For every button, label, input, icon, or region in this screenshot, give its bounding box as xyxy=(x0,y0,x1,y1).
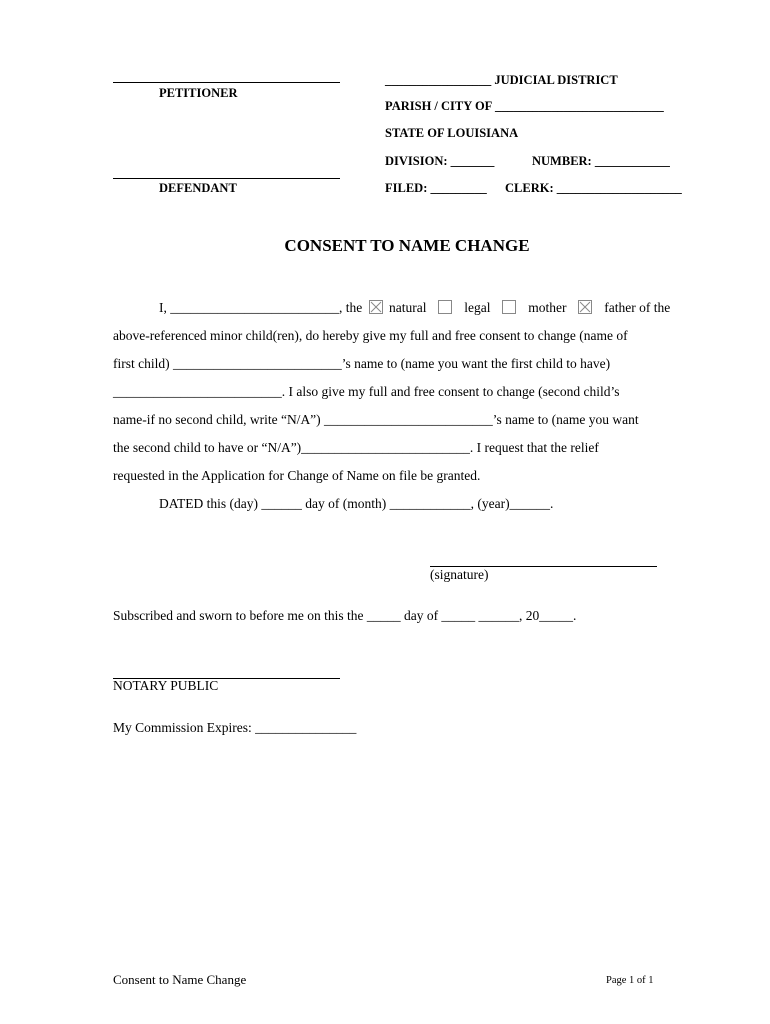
defendant-label: DEFENDANT xyxy=(159,181,237,195)
state-label: STATE OF LOUISIANA xyxy=(385,126,519,140)
body-line-7: requested in the Application for Change of Name on file be granted. xyxy=(113,468,481,483)
notary-label: NOTARY PUBLIC xyxy=(113,678,219,693)
mother-label: mother xyxy=(528,300,567,315)
dated-line: DATED this (day) ______ day of (month) ____________, (year)______. xyxy=(159,496,554,511)
filed-field: FILED: _________ xyxy=(385,181,487,195)
father-checkbox[interactable] xyxy=(578,300,592,314)
body-line-3: first child) _________________________’s name to (name you want the first child to have) xyxy=(113,356,611,371)
natural-checkbox[interactable] xyxy=(369,300,383,314)
mother-checkbox[interactable] xyxy=(502,300,516,314)
commission-expires: My Commission Expires: _______________ xyxy=(113,720,357,735)
footer-title: Consent to Name Change xyxy=(113,972,247,987)
body-line-6: the second child to have or “N/A”)_________________________. I request that the relief xyxy=(113,440,599,455)
body-line-2: above-referenced minor child(ren), do hereby give my full and free consent to change (name of xyxy=(113,328,628,343)
sworn-statement: Subscribed and sworn to before me on this the _____ day of _____ ______, 20_____. xyxy=(113,608,577,623)
body-line-5: name-if no second child, write “N/A”) _________________________’s name to (name you want xyxy=(113,412,639,427)
clerk-field: CLERK: ____________________ xyxy=(505,181,682,195)
father-label: father of the xyxy=(604,300,671,315)
parish-city: PARISH / CITY OF ___________________________ xyxy=(385,99,664,113)
body-line-1 xyxy=(159,300,670,316)
division-field: DIVISION: _______ xyxy=(385,154,495,168)
number-field: NUMBER: ____________ xyxy=(532,154,670,168)
petitioner-line xyxy=(113,82,340,83)
legal-checkbox[interactable] xyxy=(438,300,452,314)
petitioner-label: PETITIONER xyxy=(159,86,238,100)
defendant-line xyxy=(113,178,340,179)
body-line-4: _________________________. I also give my full and free consent to change (second child’s xyxy=(113,384,620,399)
line1-prefix: I, _________________________, the xyxy=(159,300,363,315)
judicial-district: _________________ JUDICIAL DISTRICT xyxy=(385,73,618,87)
check-x-icon xyxy=(370,301,382,313)
signature-label: (signature) xyxy=(430,567,489,582)
legal-label: legal xyxy=(464,300,491,315)
document-title: CONSENT TO NAME CHANGE xyxy=(284,236,530,255)
natural-label: natural xyxy=(389,300,427,315)
check-x-icon xyxy=(579,301,591,313)
footer-page-number: Page 1 of 1 xyxy=(606,975,654,986)
